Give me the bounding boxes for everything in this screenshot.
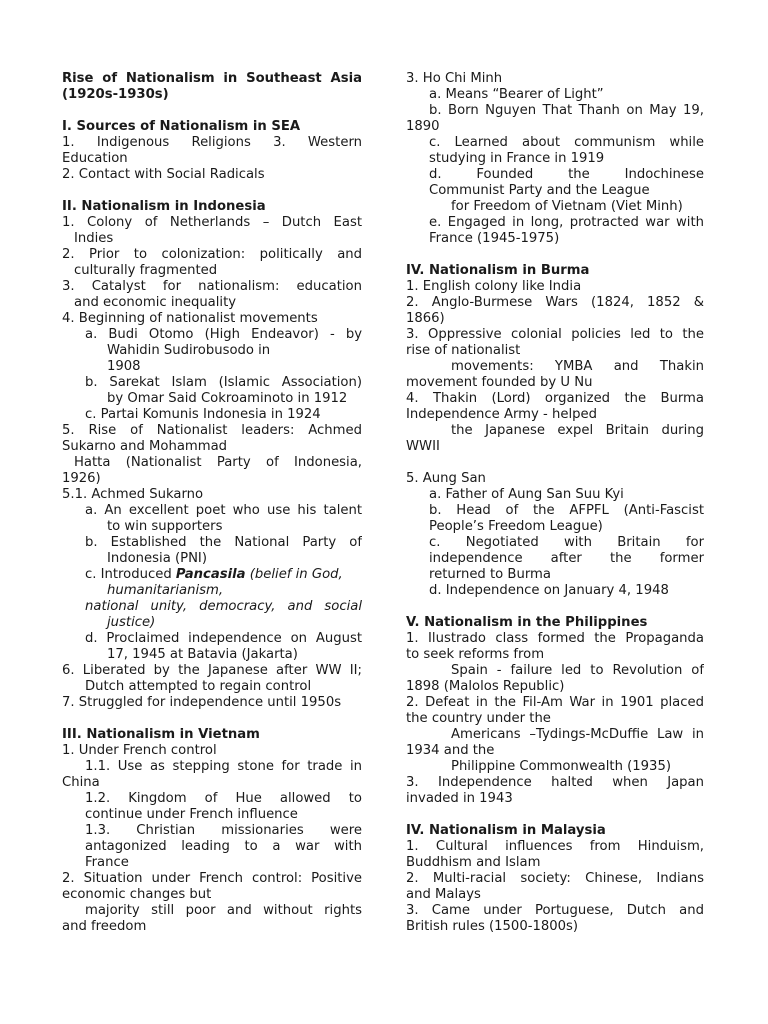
text-line: c. Partai Komunis Indonesia in 1924 [85,407,321,422]
text-line: rise of nationalist [406,343,521,358]
blank-line [406,247,704,263]
text-line: 2. Contact with Social Radicals [62,167,265,182]
text-line: 2. Defeat in the Fil-Am War in 1901 placed [406,695,704,710]
text-line: b. Established the National Party of [85,535,362,550]
blank-line [406,455,704,471]
text-line [62,615,362,631]
text-line: a. Father of Aung San Suu Kyi [429,487,624,502]
text-line: the country under the [406,711,551,726]
text-line: c. Negotiated with Britain for [429,535,704,550]
text-line: Indies [74,231,114,246]
text-line [62,599,362,615]
text-line: 1898 (Malolos Republic) [406,679,565,694]
text-line: 2. Prior to colonization: politically and [62,247,362,262]
text-line: Sukarno and Mohammad [62,439,228,454]
text-line: 1. Indigenous Religions 3. Western [62,135,362,150]
text-line: 1.2. Kingdom of Hue allowed to [85,791,362,806]
text-line: movement founded by U Nu [406,375,593,390]
text-line: 1. Colony of Netherlands – Dutch East [62,215,362,230]
text-line: d. Proclaimed independence on August [85,631,362,646]
blank-line [62,103,362,119]
text-line: People’s Freedom League) [429,519,603,534]
text-line: and Malays [406,887,481,902]
text-line: 1. English colony like India [406,279,582,294]
text-line: culturally fragmented [74,263,218,278]
text-line: 1890 [406,119,440,134]
section-heading: V. Nationalism in the Philippines [406,615,648,630]
text-line: 1. Ilustrado class formed the Propaganda [406,631,704,646]
section-heading: II. Nationalism in Indonesia [62,199,266,214]
section-heading: III. Nationalism in Vietnam [62,727,260,742]
text-line: d. Founded the Indochinese [429,167,704,182]
text-line: to seek reforms from [406,647,545,662]
emphasized-term: Pancasila [175,567,246,582]
text-line: and economic inequality [74,295,237,310]
text-line: the Japanese expel Britain during [451,423,704,438]
text-line: b. Sarekat Islam (Islamic Association) [85,375,362,390]
text-line: British rules (1500-1800s) [406,919,579,934]
text-line: invaded in 1943 [406,791,513,806]
section-heading: Rise of Nationalism in Southeast Asia [62,71,362,86]
text-line: Americans –Tydings-McDuffie Law in [451,727,704,742]
text-line: movements: YMBA and Thakin [451,359,704,374]
text-line: 2. Multi-racial society: Chinese, Indians [406,871,704,886]
text-line: by Omar Said Cokroaminoto in 1912 [107,391,348,406]
right-column [406,71,704,935]
text-line: e. Engaged in long, protracted war with [429,215,704,230]
section-heading: (1920s-1930s) [62,87,169,102]
section-heading: IV. Nationalism in Burma [406,263,590,278]
text-line: 6. Liberated by the Japanese after WW II; [62,663,362,678]
text-line: Dutch attempted to regain control [85,679,312,694]
text-line: 7. Struggled for independence until 1950s [62,695,342,710]
text-line: China [62,775,100,790]
text-line: Philippine Commonwealth (1935) [451,759,671,774]
text-line: and freedom [62,919,147,934]
text-line: 5.1. Achmed Sukarno [62,487,204,502]
text-line: 1. Cultural influences from Hinduism, [406,839,704,854]
text-line: Education [62,151,128,166]
text-line: France [85,855,129,870]
italic-run: humanitarianism, [107,583,224,598]
text-line: b. Born Nguyen That Thanh on May 19, [429,103,704,118]
blank-line [62,711,362,727]
text-line: b. Head of the AFPFL (Anti-Fascist [429,503,704,518]
text-line: to win supporters [107,519,223,534]
text-line: 3. Independence halted when Japan [406,775,704,790]
text-line: 4. Beginning of nationalist movements [62,311,318,326]
text-line: a. An excellent poet who use his talent [85,503,362,518]
text-line: 1866) [406,311,445,326]
text-line: 1.1. Use as stepping stone for trade in [85,759,362,774]
text-line: a. Means “Bearer of Light” [429,87,604,102]
text-line: studying in France in 1919 [429,151,605,166]
text-line: 1934 and the [406,743,495,758]
text-line: Communist Party and the League [429,183,650,198]
text-line: majority still poor and without rights [85,903,362,918]
text-line: independence after the former [429,551,704,566]
text-line: 3. Came under Portuguese, Dutch and [406,903,704,918]
text-line: c. Learned about communism while [429,135,704,150]
text-line [62,567,362,583]
section-heading: IV. Nationalism in Malaysia [406,823,606,838]
text-line: 3. Catalyst for nationalism: education [62,279,362,294]
text-line: 2. Anglo-Burmese Wars (1824, 1852 & [406,295,704,310]
left-column [62,71,362,935]
text-line: 1. Under French control [62,743,217,758]
text-line: returned to Burma [429,567,551,582]
text-line: Independence Army - helped [406,407,597,422]
italic-run: national unity, democracy, and social [85,599,362,614]
text-line: Wahidin Sudirobusodo in [107,343,271,358]
text-line: economic changes but [62,887,212,902]
section-heading: I. Sources of Nationalism in SEA [62,119,301,134]
italic-run: justice) [107,615,156,630]
text-line: Indonesia (PNI) [107,551,207,566]
text-line: 3. Oppressive colonial policies led to the [406,327,704,342]
text-line: 2. Situation under French control: Positive [62,871,362,886]
text-line: Spain - failure led to Revolution of [451,663,704,678]
text-line: 17, 1945 at Batavia (Jakarta) [107,647,298,662]
text-line: France (1945-1975) [429,231,560,246]
blank-line [406,807,704,823]
text-line: 1.3. Christian missionaries were [85,823,362,838]
text-line: for Freedom of Vietnam (Viet Minh) [451,199,683,214]
text-line: Buddhism and Islam [406,855,541,870]
text-line: 5. Aung San [406,471,486,486]
text-run: (belief in God, [245,567,343,582]
text-line [62,583,362,599]
text-line: a. Budi Otomo (High Endeavor) - by [85,327,362,342]
text-run: c. Introduced [85,567,176,582]
text-line: d. Independence on January 4, 1948 [429,583,669,598]
text-line: 3. Ho Chi Minh [406,71,503,86]
text-line: antagonized leading to a war with [85,839,362,854]
text-line: Hatta (Nationalist Party of Indonesia, [74,455,362,470]
text-line: WWII [406,439,440,454]
text-line: 1908 [107,359,141,374]
blank-line [406,599,704,615]
text-line: continue under French influence [85,807,298,822]
text-line: 5. Rise of Nationalist leaders: Achmed [62,423,362,438]
text-line: 4. Thakin (Lord) organized the Burma [406,391,704,406]
blank-line [62,183,362,199]
text-line: 1926) [62,471,101,486]
